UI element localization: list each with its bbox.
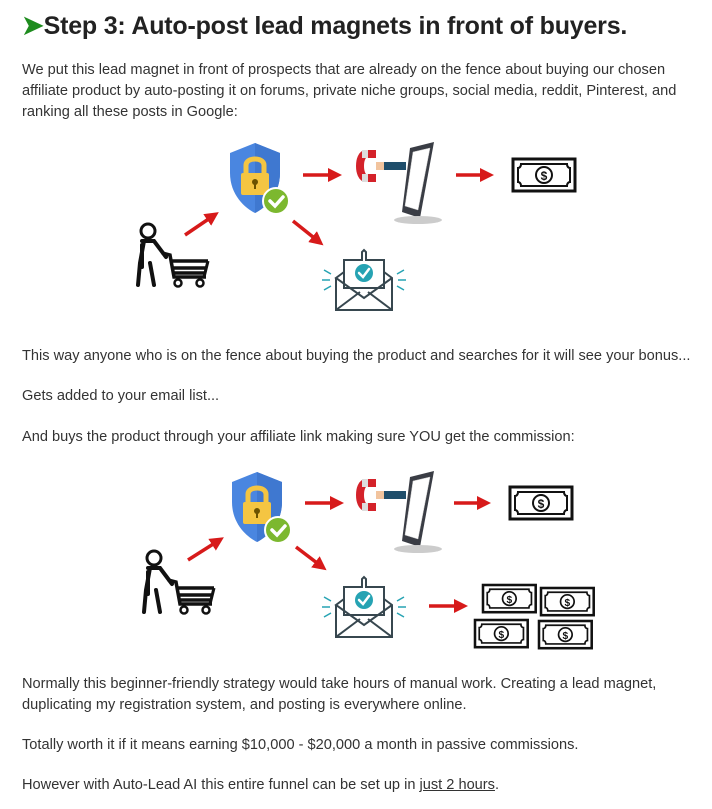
paragraph-earnings: Totally worth it if it means earning $10,000 - $20,000 a month in passive commissions. (22, 737, 579, 753)
dollar-bill-icon (513, 159, 575, 191)
email-check-icon (322, 250, 406, 310)
arrow-icon (188, 541, 218, 560)
setup-suffix: . (494, 777, 500, 793)
closing-line-1: Normally this beginner-friendly strategy would take hours of manual work. Creating a lead magnet, (22, 676, 657, 692)
magnet-phone-icon (360, 471, 442, 553)
just-2-hours-link[interactable]: just 2 hours (419, 777, 495, 793)
magnet-phone-icon (360, 142, 442, 224)
paragraph-email-list: Gets added to your email list... (22, 388, 220, 404)
dollar-bills-stack-icon (475, 585, 594, 648)
paragraph-bonus: This way anyone who is on the fence about buying the product and searches for it will see your bonus... (22, 348, 691, 364)
closing-line-2: duplicating my registration system, and posting is everywhere online. (22, 697, 467, 713)
email-check-icon (322, 577, 406, 637)
page-title (22, 10, 627, 41)
green-arrow-right-icon: ➤ (22, 10, 44, 40)
intro-line-3: ranking all these posts in Google: (22, 104, 238, 120)
intro-line-2: affiliate product by auto-posting it on forums, private niche groups, social media, reddit, Pinterest, and (22, 83, 677, 99)
intro-line-1: We put this lead magnet in front of prospects that are already on the fence about buying our chosen (22, 62, 666, 78)
setup-text: However with Auto-Lead AI this entire funnel can be set up in (22, 777, 420, 793)
arrow-icon (185, 216, 213, 235)
security-shield-lock-icon (232, 472, 291, 543)
security-shield-lock-icon (230, 143, 289, 214)
heading-text: Step 3: Auto-post lead magnets in front of buyers. (43, 12, 628, 40)
arrow-icon (293, 221, 318, 241)
paragraph-commission: And buys the product through your affiliate link making sure YOU get the commission: (22, 429, 575, 445)
shopper-with-cart-icon (138, 224, 208, 287)
funnel-diagram-1 (0, 130, 712, 330)
paragraph-setup-time (22, 775, 499, 796)
funnel-diagram-2 (0, 460, 712, 660)
dollar-bill-icon (510, 487, 572, 519)
arrow-icon (296, 547, 321, 566)
shopper-with-cart-icon (144, 551, 214, 614)
